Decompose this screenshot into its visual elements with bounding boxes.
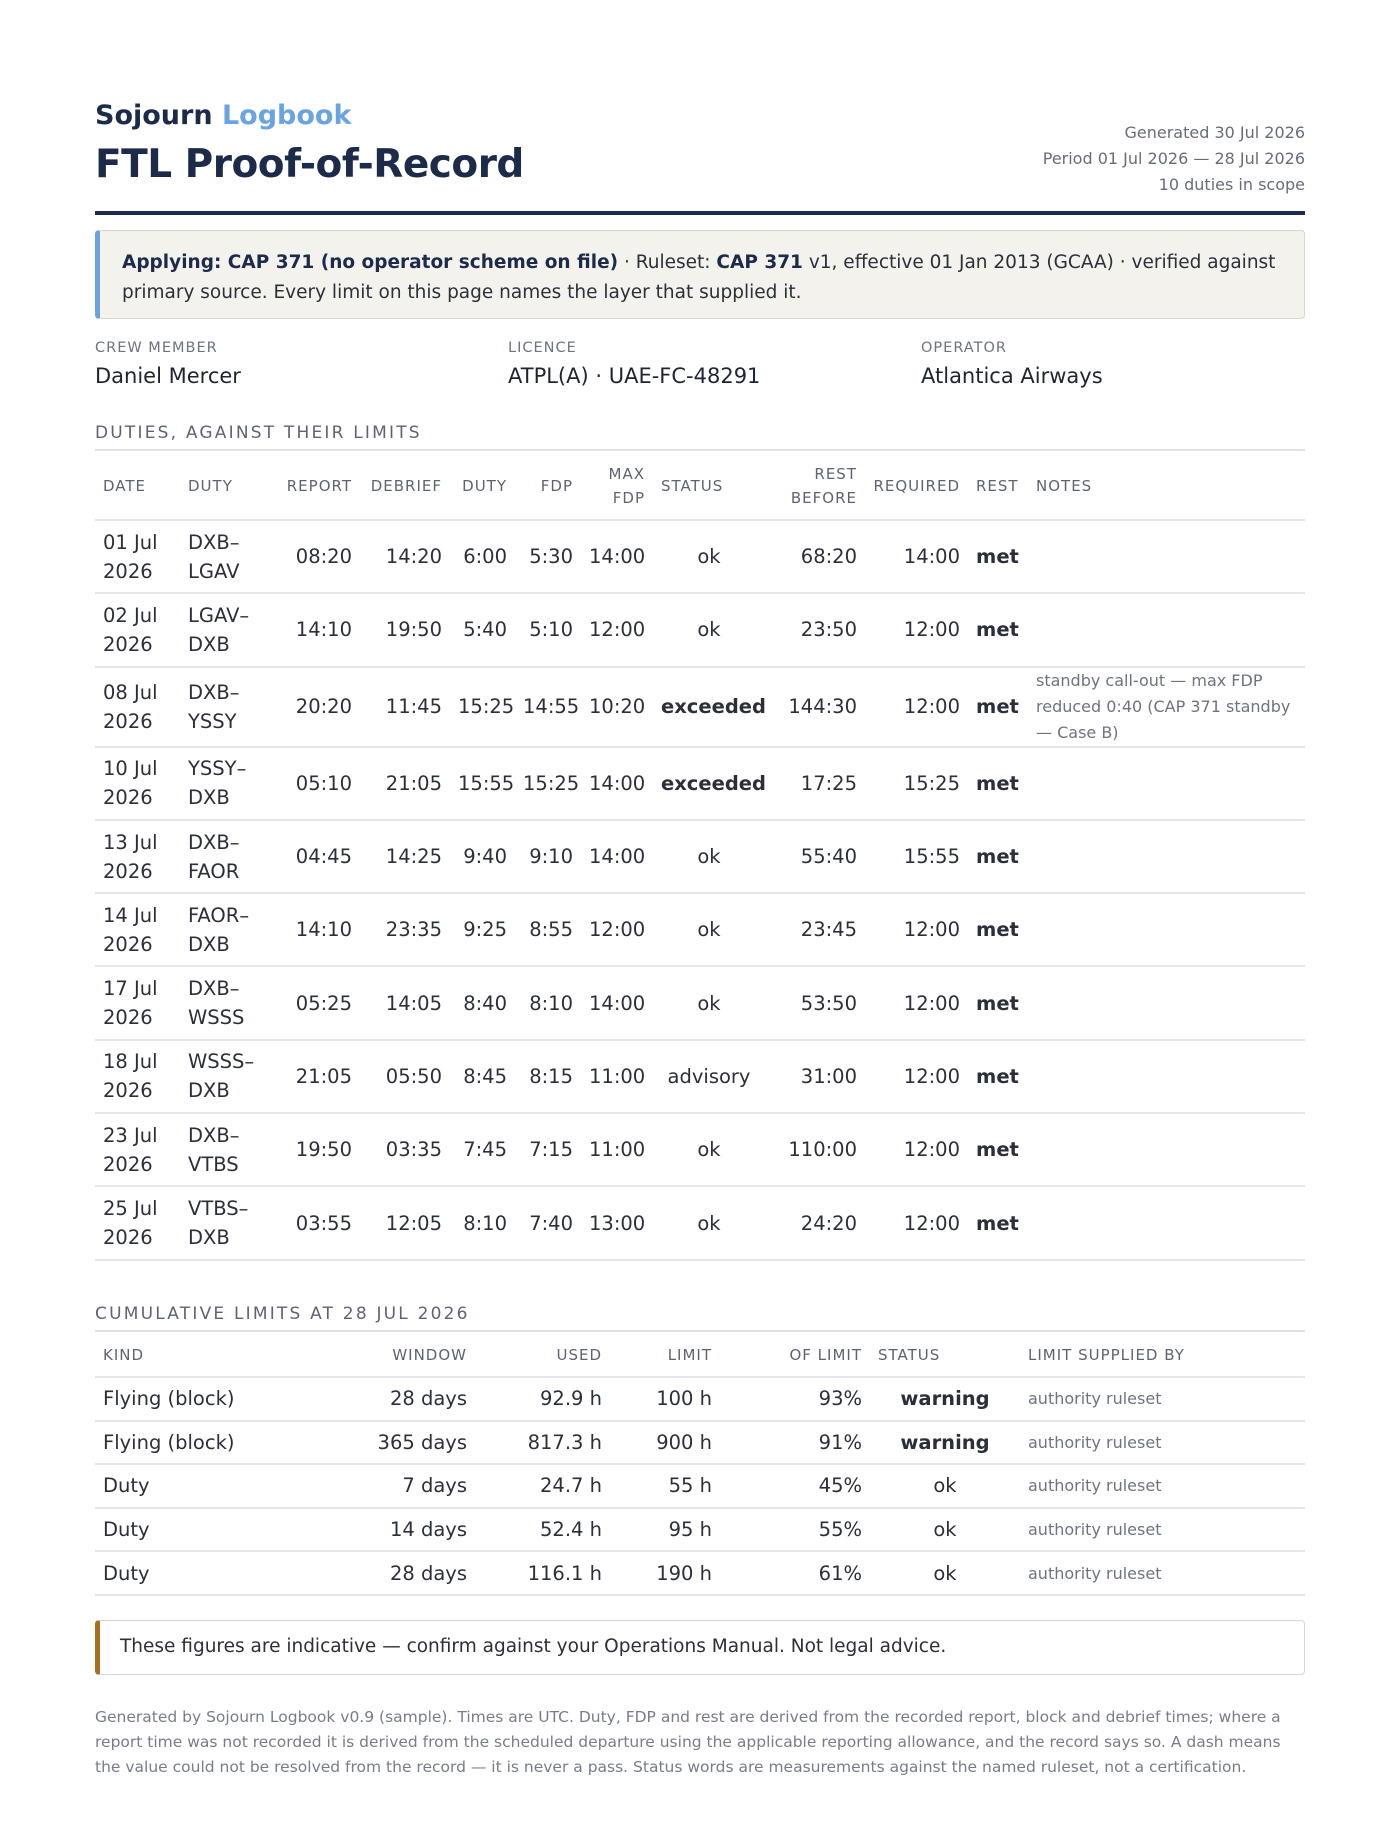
duty-notes: standby call-out — max FDP reduced 0:40 (CAP 371 standby — Case B) xyxy=(1028,667,1305,747)
duty-report: 21:05 xyxy=(275,1040,360,1113)
duty-status-badge: advisory xyxy=(653,1040,765,1113)
cum-supplied-by: authority ruleset xyxy=(1020,1377,1305,1421)
duty-row xyxy=(95,520,1305,593)
duties-heading: DUTIES, AGAINST THEIR LIMITS xyxy=(95,423,1305,451)
duty-route: DXB–WSSS xyxy=(180,966,275,1039)
duties-table-body xyxy=(95,520,1305,1260)
cum-window: 28 days xyxy=(295,1377,475,1421)
page-title: FTL Proof-of-Record xyxy=(95,142,524,187)
duty-time: 9:25 xyxy=(450,893,515,966)
duty-report: 03:55 xyxy=(275,1186,360,1259)
duty-fdp: 5:10 xyxy=(515,593,581,666)
duty-route: DXB–VTBS xyxy=(180,1113,275,1186)
col-duty-time: DUTY xyxy=(462,477,507,495)
cum-supplied-by: authority ruleset xyxy=(1020,1421,1305,1465)
cum-status-badge: ok xyxy=(870,1508,1020,1552)
duty-rest-status: met xyxy=(968,966,1028,1039)
duty-rest-before: 17:25 xyxy=(765,747,865,820)
duty-notes xyxy=(1028,747,1305,820)
duty-time: 6:00 xyxy=(450,520,515,593)
duty-rest-required: 12:00 xyxy=(865,1113,968,1186)
col-of-limit: OF LIMIT xyxy=(789,1346,862,1364)
duty-route: FAOR–DXB xyxy=(180,893,275,966)
duty-rest-before: 24:20 xyxy=(765,1186,865,1259)
duty-notes xyxy=(1028,1040,1305,1113)
cum-supplied-by: authority ruleset xyxy=(1020,1508,1305,1552)
duty-date: 14 Jul 2026 xyxy=(95,893,180,966)
duty-rest-status: met xyxy=(968,1186,1028,1259)
duty-max-fdp: 11:00 xyxy=(581,1113,653,1186)
duty-row xyxy=(95,1040,1305,1113)
brand-logo xyxy=(95,100,351,131)
operator-label: OPERATOR xyxy=(921,340,1007,356)
duty-debrief: 21:05 xyxy=(360,747,450,820)
cum-window: 7 days xyxy=(295,1464,475,1508)
duty-row xyxy=(95,893,1305,966)
col-max-fdp: MAX FDP xyxy=(608,465,645,507)
col-limit: LIMIT xyxy=(667,1346,712,1364)
duty-route: WSSS–DXB xyxy=(180,1040,275,1113)
duty-debrief: 14:25 xyxy=(360,820,450,893)
duty-rest-required: 12:00 xyxy=(865,667,968,747)
duty-max-fdp: 14:00 xyxy=(581,747,653,820)
col-cum-status: STATUS xyxy=(878,1346,941,1364)
crew-info xyxy=(95,340,1305,390)
duty-debrief: 12:05 xyxy=(360,1186,450,1259)
cum-window: 14 days xyxy=(295,1508,475,1552)
duty-rest-required: 12:00 xyxy=(865,966,968,1039)
duty-debrief: 23:35 xyxy=(360,893,450,966)
cumulative-row xyxy=(95,1508,1305,1552)
duty-route: VTBS–DXB xyxy=(180,1186,275,1259)
cum-limit: 900 h xyxy=(610,1421,720,1465)
duty-rest-required: 12:00 xyxy=(865,1040,968,1113)
proof-of-record-page xyxy=(95,0,1305,1776)
cum-status-badge: ok xyxy=(870,1551,1020,1595)
duty-max-fdp: 12:00 xyxy=(581,593,653,666)
cum-limit: 190 h xyxy=(610,1551,720,1595)
licence-value: ATPL(A) · UAE-FC-48291 xyxy=(508,364,761,388)
duty-fdp: 9:10 xyxy=(515,820,581,893)
col-report: REPORT xyxy=(286,477,352,495)
cumulative-row xyxy=(95,1421,1305,1465)
duty-status-badge: ok xyxy=(653,966,765,1039)
cum-of-limit: 55% xyxy=(720,1508,870,1552)
cum-used: 116.1 h xyxy=(475,1551,610,1595)
duty-status-badge: ok xyxy=(653,893,765,966)
duty-route: LGAV–DXB xyxy=(180,593,275,666)
ruleset-name: CAP 371 xyxy=(716,252,803,273)
duty-date: 01 Jul 2026 xyxy=(95,520,180,593)
duty-debrief: 14:20 xyxy=(360,520,450,593)
cumulative-row xyxy=(95,1551,1305,1595)
duty-rest-before: 53:50 xyxy=(765,966,865,1039)
duty-row xyxy=(95,747,1305,820)
cum-status-badge: warning xyxy=(870,1377,1020,1421)
duty-date: 17 Jul 2026 xyxy=(95,966,180,1039)
cum-used: 24.7 h xyxy=(475,1464,610,1508)
cum-limit: 100 h xyxy=(610,1377,720,1421)
duties-table xyxy=(95,453,1305,1261)
duty-fdp: 15:25 xyxy=(515,747,581,820)
ruleset-prefix: · Ruleset: xyxy=(623,252,711,273)
duty-status-badge: ok xyxy=(653,820,765,893)
duty-row xyxy=(95,820,1305,893)
duty-rest-before: 23:45 xyxy=(765,893,865,966)
duty-route: YSSY–DXB xyxy=(180,747,275,820)
duty-report: 08:20 xyxy=(275,520,360,593)
duty-notes xyxy=(1028,820,1305,893)
col-status: STATUS xyxy=(661,477,724,495)
duty-fdp: 8:15 xyxy=(515,1040,581,1113)
duty-route: DXB–FAOR xyxy=(180,820,275,893)
duty-date: 02 Jul 2026 xyxy=(95,593,180,666)
report-meta xyxy=(1043,120,1305,198)
brand-name: Sojourn xyxy=(95,100,213,131)
duty-debrief: 19:50 xyxy=(360,593,450,666)
duty-time: 7:45 xyxy=(450,1113,515,1186)
duty-rest-before: 144:30 xyxy=(765,667,865,747)
duty-report: 04:45 xyxy=(275,820,360,893)
cum-kind: Flying (block) xyxy=(95,1377,295,1421)
cum-kind: Duty xyxy=(95,1508,295,1552)
cum-kind: Duty xyxy=(95,1551,295,1595)
cum-supplied-by: authority ruleset xyxy=(1020,1464,1305,1508)
duty-max-fdp: 10:20 xyxy=(581,667,653,747)
cumulative-header-row xyxy=(95,1334,1305,1377)
duty-rest-status: met xyxy=(968,893,1028,966)
duty-rest-status: met xyxy=(968,820,1028,893)
duty-rest-before: 23:50 xyxy=(765,593,865,666)
duty-time: 8:40 xyxy=(450,966,515,1039)
footer-note: Generated by Sojourn Logbook v0.9 (sample). Times are UTC. Duty, FDP and rest are derived from the recorded report, block and debrief times; where a report time was not recorded it is derived from the scheduled departure using the applicable reporting allowance, and the record says so. A dash means the value could not be resolved from the record — it is never a pass. Status words are measurements against the named ruleset, not a certification. xyxy=(95,1708,1281,1776)
cumulative-table xyxy=(95,1334,1305,1596)
duties-header-row xyxy=(95,453,1305,520)
duty-max-fdp: 12:00 xyxy=(581,893,653,966)
duty-row xyxy=(95,1186,1305,1259)
cum-used: 817.3 h xyxy=(475,1421,610,1465)
duty-time: 15:25 xyxy=(450,667,515,747)
cum-window: 28 days xyxy=(295,1551,475,1595)
duty-report: 05:10 xyxy=(275,747,360,820)
duty-date: 25 Jul 2026 xyxy=(95,1186,180,1259)
cum-of-limit: 45% xyxy=(720,1464,870,1508)
duty-report: 14:10 xyxy=(275,593,360,666)
generated-date: Generated 30 Jul 2026 xyxy=(1124,123,1305,142)
duty-time: 9:40 xyxy=(450,820,515,893)
cum-kind: Duty xyxy=(95,1464,295,1508)
cum-of-limit: 91% xyxy=(720,1421,870,1465)
col-rest-before: REST BEFORE xyxy=(790,465,857,507)
col-fdp: FDP xyxy=(540,477,573,495)
duty-max-fdp: 14:00 xyxy=(581,966,653,1039)
duty-notes xyxy=(1028,1113,1305,1186)
duty-rest-before: 68:20 xyxy=(765,520,865,593)
crew-member-label: CREW MEMBER xyxy=(95,340,218,356)
cum-status-badge: ok xyxy=(870,1464,1020,1508)
cum-kind: Flying (block) xyxy=(95,1421,295,1465)
operator-block xyxy=(921,340,1103,388)
brand-accent: Logbook xyxy=(221,100,352,131)
duty-rest-status: met xyxy=(968,747,1028,820)
duty-status-badge: ok xyxy=(653,520,765,593)
cum-of-limit: 93% xyxy=(720,1377,870,1421)
col-debrief: DEBRIEF xyxy=(370,477,442,495)
cum-limit: 95 h xyxy=(610,1508,720,1552)
duty-max-fdp: 14:00 xyxy=(581,820,653,893)
duty-status-badge: ok xyxy=(653,593,765,666)
duty-date: 10 Jul 2026 xyxy=(95,747,180,820)
col-duty: DUTY xyxy=(188,477,233,495)
duty-rest-required: 12:00 xyxy=(865,893,968,966)
operator-value: Atlantica Airways xyxy=(921,364,1103,388)
duty-row xyxy=(95,593,1305,666)
duty-rest-status: met xyxy=(968,1113,1028,1186)
duty-fdp: 14:55 xyxy=(515,667,581,747)
duty-time: 8:10 xyxy=(450,1186,515,1259)
col-rest: REST xyxy=(976,477,1019,495)
disclaimer-box: These figures are indicative — confirm against your Operations Manual. Not legal advice. xyxy=(95,1620,1305,1675)
duty-report: 19:50 xyxy=(275,1113,360,1186)
cum-window: 365 days xyxy=(295,1421,475,1465)
duty-rest-required: 12:00 xyxy=(865,593,968,666)
duty-row xyxy=(95,667,1305,747)
duty-debrief: 14:05 xyxy=(360,966,450,1039)
duty-date: 18 Jul 2026 xyxy=(95,1040,180,1113)
report-period: Period 01 Jul 2026 — 28 Jul 2026 xyxy=(1042,149,1305,168)
duty-fdp: 7:40 xyxy=(515,1186,581,1259)
duty-notes xyxy=(1028,520,1305,593)
col-kind: KIND xyxy=(103,1346,145,1364)
ruleset-banner xyxy=(95,230,1305,319)
col-used: USED xyxy=(556,1346,602,1364)
duty-time: 15:55 xyxy=(450,747,515,820)
duty-report: 05:25 xyxy=(275,966,360,1039)
cumulative-row xyxy=(95,1377,1305,1421)
cum-supplied-by: authority ruleset xyxy=(1020,1551,1305,1595)
col-date: DATE xyxy=(103,477,147,495)
duty-rest-before: 110:00 xyxy=(765,1113,865,1186)
applying-scheme: Applying: CAP 371 (no operator scheme on file) xyxy=(122,252,619,273)
duty-rest-status: met xyxy=(968,593,1028,666)
duty-max-fdp: 14:00 xyxy=(581,520,653,593)
duty-fdp: 8:10 xyxy=(515,966,581,1039)
duty-debrief: 05:50 xyxy=(360,1040,450,1113)
duty-rest-status: met xyxy=(968,667,1028,747)
duty-rest-before: 31:00 xyxy=(765,1040,865,1113)
cum-limit: 55 h xyxy=(610,1464,720,1508)
duty-notes xyxy=(1028,1186,1305,1259)
duty-report: 14:10 xyxy=(275,893,360,966)
col-notes: NOTES xyxy=(1036,477,1093,495)
duty-fdp: 5:30 xyxy=(515,520,581,593)
duty-date: 23 Jul 2026 xyxy=(95,1113,180,1186)
duty-rest-required: 15:55 xyxy=(865,820,968,893)
cum-used: 52.4 h xyxy=(475,1508,610,1552)
cumulative-heading: CUMULATIVE LIMITS AT 28 JUL 2026 xyxy=(95,1304,1305,1332)
duty-notes xyxy=(1028,593,1305,666)
duty-max-fdp: 13:00 xyxy=(581,1186,653,1259)
duty-rest-status: met xyxy=(968,1040,1028,1113)
duty-rest-required: 12:00 xyxy=(865,1186,968,1259)
licence-label: LICENCE xyxy=(508,340,577,356)
duty-status-badge: ok xyxy=(653,1186,765,1259)
col-window: WINDOW xyxy=(392,1346,467,1364)
duty-debrief: 11:45 xyxy=(360,667,450,747)
duty-fdp: 8:55 xyxy=(515,893,581,966)
duty-notes xyxy=(1028,893,1305,966)
cum-of-limit: 61% xyxy=(720,1551,870,1595)
duty-max-fdp: 11:00 xyxy=(581,1040,653,1113)
duty-date: 08 Jul 2026 xyxy=(95,667,180,747)
duty-report: 20:20 xyxy=(275,667,360,747)
duty-scope-count: 10 duties in scope xyxy=(1158,175,1305,194)
duty-fdp: 7:15 xyxy=(515,1113,581,1186)
duty-status-badge: ok xyxy=(653,1113,765,1186)
cumulative-table-body xyxy=(95,1377,1305,1595)
ruleset-details: v1, effective 01 Jan 2013 (GCAA) · verified against primary source. Every limit on this page names the layer that supplied it. xyxy=(122,252,1276,303)
duty-row xyxy=(95,966,1305,1039)
duty-status-badge: exceeded xyxy=(653,747,765,820)
cum-used: 92.9 h xyxy=(475,1377,610,1421)
duty-route: DXB–YSSY xyxy=(180,667,275,747)
col-supplied-by: LIMIT SUPPLIED BY xyxy=(1028,1346,1185,1364)
duty-status-badge: exceeded xyxy=(653,667,765,747)
duty-date: 13 Jul 2026 xyxy=(95,820,180,893)
document-header xyxy=(95,0,1305,215)
duty-row xyxy=(95,1113,1305,1186)
cumulative-row xyxy=(95,1464,1305,1508)
duty-debrief: 03:35 xyxy=(360,1113,450,1186)
duty-route: DXB–LGAV xyxy=(180,520,275,593)
duty-time: 8:45 xyxy=(450,1040,515,1113)
duty-rest-status: met xyxy=(968,520,1028,593)
duty-rest-required: 14:00 xyxy=(865,520,968,593)
duty-time: 5:40 xyxy=(450,593,515,666)
cum-status-badge: warning xyxy=(870,1421,1020,1465)
duty-rest-required: 15:25 xyxy=(865,747,968,820)
duty-notes xyxy=(1028,966,1305,1039)
col-required: REQUIRED xyxy=(873,477,960,495)
crew-member-value: Daniel Mercer xyxy=(95,364,241,388)
crew-member-block xyxy=(95,340,241,388)
licence-block xyxy=(508,340,760,388)
duty-rest-before: 55:40 xyxy=(765,820,865,893)
